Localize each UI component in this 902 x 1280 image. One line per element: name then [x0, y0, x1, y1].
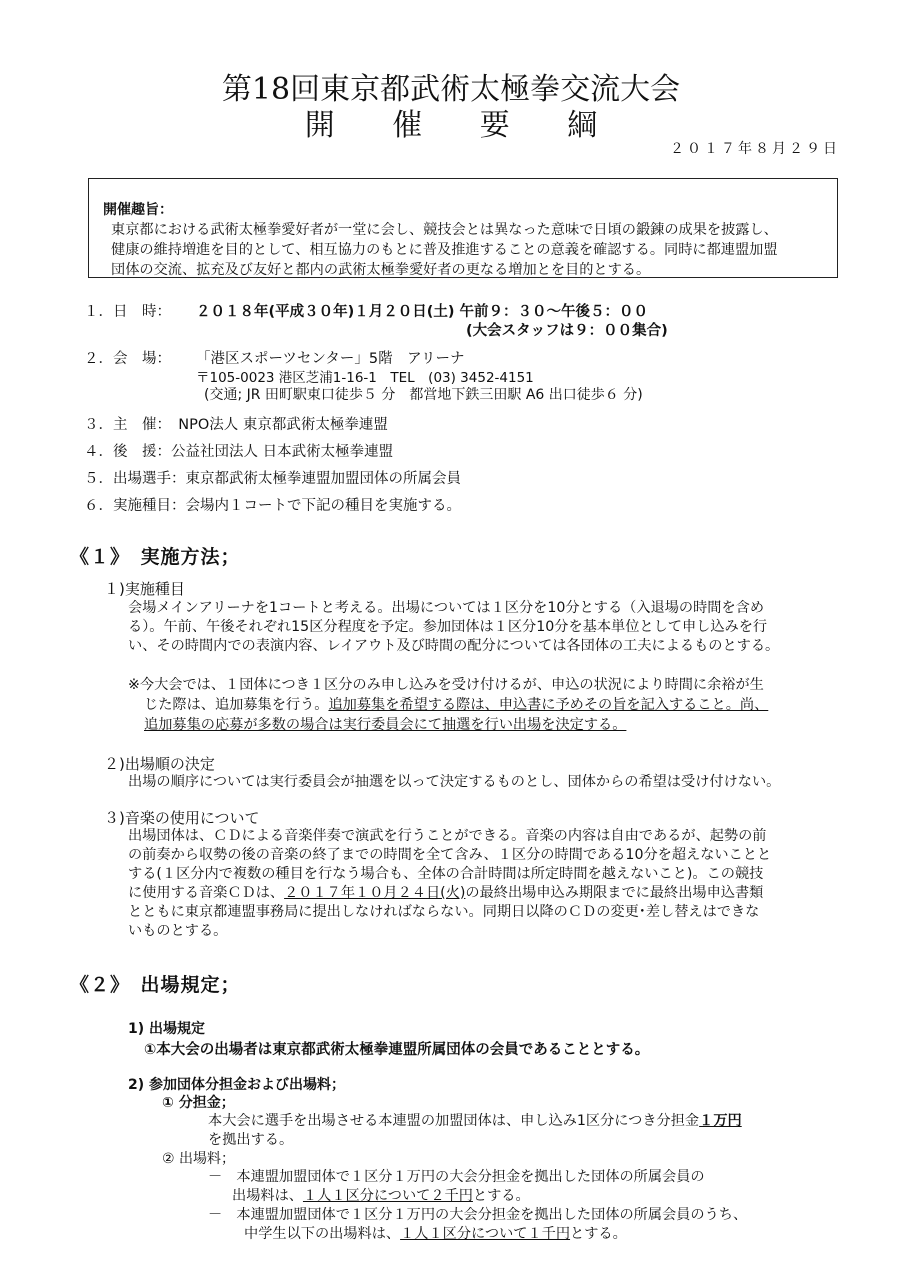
section-2-title: 《２》 出場規定； — [70, 974, 241, 996]
entry-text: とする。 — [472, 1188, 530, 1204]
date-note: (大会スタッフは９：００集合) — [466, 323, 668, 339]
entry-line: － 本連盟加盟団体で１区分１万円の大会分担金を拠出した団体の所属会員のうち、 — [208, 1207, 748, 1223]
entry-text: とする。 — [570, 1226, 627, 1242]
note-underlined: 追加募集の応募が多数の場合は実行委員会にて抽選を行い出場を決定する。 — [144, 717, 627, 733]
support: ４．後 援：公益社団法人 日本武術太極拳連盟 — [84, 444, 394, 460]
sub-heading: ２)出場順の決定 — [104, 755, 215, 773]
document-title: 第18回東京都武術太極拳交流大会 — [221, 72, 681, 107]
purpose-line: 団体の交流、拡充及び友好と都内の武術太極拳愛好者の更なる増加とを目的とする。 — [111, 262, 651, 278]
section-1-title: 《１》 実施方法； — [70, 546, 241, 568]
note-plain: じた際は、追加募集を行う。 — [144, 697, 329, 713]
entry-fee: １人１区分について１千円 — [400, 1226, 571, 1242]
purpose-box — [88, 178, 838, 278]
note-underlined: 追加募集を希望する際は、申込書に予めその旨を記入すること。尚、 — [328, 697, 769, 713]
entry-line: － 本連盟加盟団体で１区分１万円の大会分担金を拠出した団体の所属会員の — [208, 1169, 705, 1185]
sub-heading: １)実施種目 — [104, 580, 185, 598]
entry-text: 中学生以下の出場料は、 — [244, 1226, 401, 1242]
rule-text: ①本大会の出場者は東京都武術太極拳連盟所属団体の会員であることとする。 — [144, 1042, 650, 1058]
entry-line — [244, 1223, 627, 1243]
entry-heading: ② 出場料； — [162, 1151, 236, 1167]
body-line: 会場メインアリーナを1コートと考える。出場については１区分を10分とする（入退場の時間を含め — [128, 600, 765, 616]
rule-heading: 2) 参加団体分担金および出場料； — [128, 1077, 346, 1093]
body-line: いものとする。 — [128, 923, 228, 939]
body-line: とともに東京都連盟事務局に提出しなければならない。同期日以降のＣＤの変更･差し替えはできな — [128, 904, 760, 920]
fee-heading: ① 分担金； — [162, 1095, 235, 1111]
body-line: い、その時間内での表演内容、レイアウト及び時間の配分については各団体の工夫によるものとする。 — [128, 638, 780, 654]
fee-line — [208, 1110, 742, 1130]
note-line: ※今大会では、１団体につき１区分のみ申し込みを受け付けるが、申込の状況により時間に余裕が生 — [128, 677, 764, 693]
date-value: ２０１８年(平成３０年)１月２０日(土) 午前９：３０〜午後５：００ — [196, 304, 649, 320]
entry-line — [232, 1185, 530, 1205]
sub-heading: ３)音楽の使用について — [104, 809, 260, 827]
document-date: ２０１７年８月２９日 — [670, 141, 840, 157]
body-line: 出場団体は、ＣＤによる音楽伴奏で演武を行うことができる。音楽の内容は自由であるが、起勢の前 — [128, 828, 767, 844]
fee-amount: １万円 — [699, 1113, 742, 1129]
entry-fee: １人１区分について２千円 — [302, 1188, 473, 1204]
fee-line: を拠出する。 — [208, 1132, 294, 1148]
body-line: 出場の順序については実行委員会が抽選を以って決定するものとし、団体からの希望は受け付けない。 — [128, 774, 781, 790]
host: ３．主 催： NPO法人 東京都武術太極拳連盟 — [84, 417, 388, 433]
purpose-line: 東京都における武術太極拳愛好者が一堂に会し、競技会とは異なった意味で日頃の鍛錬の成果を披露し、 — [111, 222, 778, 238]
deadline-date: ２０１７年１０月２４日(火) — [284, 885, 466, 901]
body-text: に使用する音楽ＣＤは、 — [128, 885, 285, 901]
venue-access: (交通; JR 田町駅東口徒歩５ 分 都営地下鉄三田駅 A6 出口徒歩６ 分) — [204, 387, 643, 403]
body-text: の最終出場申込み期限までに最終出場申込書類 — [465, 885, 764, 901]
note-line — [144, 694, 768, 714]
body-line: する(１区分内で複数の種目を行なう場合も、全体の合計時間は所定時間を越えないこと)。この競技 — [128, 866, 764, 882]
purpose-line: 健康の維持増進を目的として、相互協力のもとに普及推進することの意義を確認する。同時に都連盟加盟 — [111, 242, 778, 258]
body-line: る）。午前、午後それぞれ15区分程度を予定。参加団体は１区分10分を基本単位として申し込みを行 — [128, 619, 768, 635]
events: ６．実施種目：会場内１コートで下記の種目を実施する。 — [84, 498, 461, 514]
body-line: の前奏から収勢の後の音楽の終了までの時間を全て含み、１区分の時間である10分を超えないことと — [128, 847, 772, 863]
venue-label: ２．会 場： — [84, 351, 171, 367]
date-label: １．日 時： — [84, 304, 171, 320]
document-subtitle: 開 催 要 綱 — [304, 108, 622, 143]
venue-name: 「港区スポーツセンター」5階 アリーナ — [196, 351, 465, 367]
venue-address: 〒105-0023 港区芝浦1-16-1 TEL (03) 3452-4151 — [196, 370, 534, 386]
entry-text: 出場料は、 — [232, 1188, 303, 1204]
rule-heading: 1) 出場規定 — [128, 1021, 206, 1037]
fee-text: 本大会に選手を出場させる本連盟の加盟団体は、申し込み1区分につき分担金 — [208, 1113, 700, 1129]
participants: ５．出場選手：東京都武術太極拳連盟加盟団体の所属会員 — [84, 471, 461, 487]
body-line — [128, 882, 763, 902]
purpose-heading: 開催趣旨： — [103, 202, 173, 218]
